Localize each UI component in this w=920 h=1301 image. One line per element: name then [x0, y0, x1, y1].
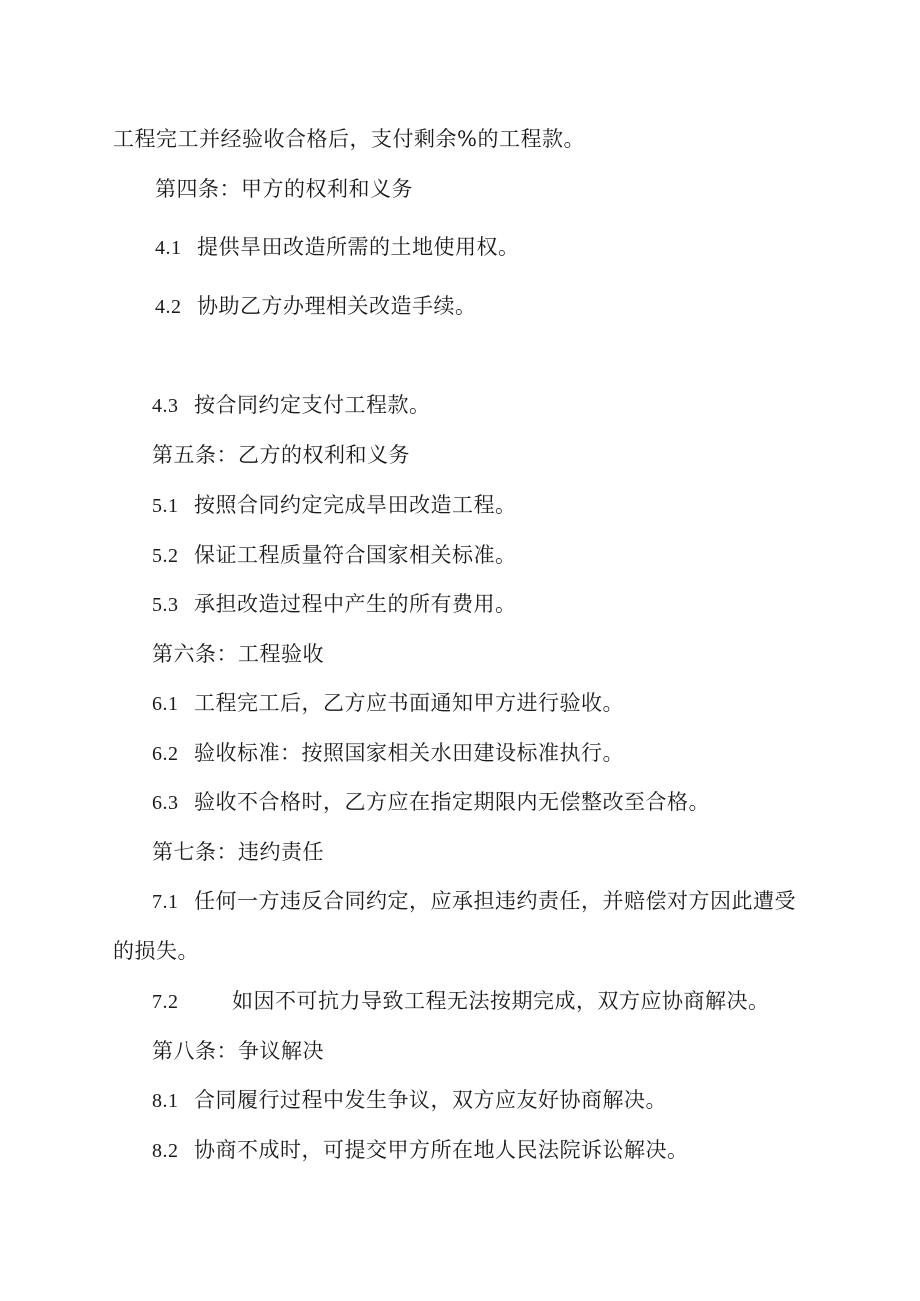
article-8-heading	[152, 1036, 324, 1066]
article-4-heading	[155, 174, 413, 204]
clause-text: 合同履行过程中发生争议，双方应友好协商解决。	[194, 1088, 667, 1112]
clause-6-1	[152, 688, 624, 719]
clause-7-2	[152, 986, 770, 1017]
clause-number: 6.3	[152, 792, 179, 814]
clause-number: 8.1	[152, 1090, 179, 1112]
clause-8-1	[152, 1085, 667, 1116]
heading-text: 第五条：乙方的权利和义务	[152, 443, 410, 467]
clause-number: 5.3	[152, 594, 179, 616]
clause-text: 验收标准：按照国家相关水田建设标准执行。	[194, 741, 624, 765]
paragraph-payment-remaining	[113, 124, 585, 154]
heading-text: 第七条：违约责任	[152, 840, 324, 864]
clause-number: 4.2	[155, 296, 182, 318]
article-6-heading	[152, 639, 324, 669]
clause-number: 4.3	[152, 395, 179, 417]
clause-number: 5.1	[152, 495, 179, 517]
clause-4-1	[155, 232, 520, 263]
clause-number: 7.1	[152, 891, 179, 913]
article-5-heading	[152, 440, 410, 470]
clause-text: 如因不可抗力导致工程无法按期完成，双方应协商解决。	[232, 989, 770, 1013]
clause-text: 提供旱田改造所需的土地使用权。	[197, 235, 520, 259]
clause-7-1-continuation	[113, 936, 199, 966]
clause-number: 6.1	[152, 693, 179, 715]
clause-5-2	[152, 540, 517, 571]
clause-5-3	[152, 589, 517, 620]
clause-6-2	[152, 738, 624, 769]
clause-text: 工程完工后，乙方应书面通知甲方进行验收。	[194, 691, 624, 715]
clause-4-2	[155, 291, 477, 322]
clause-6-3	[152, 787, 710, 818]
heading-text: 第八条：争议解决	[152, 1039, 324, 1063]
clause-8-2	[152, 1135, 689, 1166]
heading-text: 第六条：工程验收	[152, 642, 324, 666]
article-7-heading	[152, 837, 324, 867]
heading-text: 第四条：甲方的权利和义务	[155, 177, 413, 201]
clause-text: 按合同约定支付工程款。	[194, 393, 431, 417]
clause-text: 承担改造过程中产生的所有费用。	[194, 592, 517, 616]
clause-text: 协商不成时，可提交甲方所在地人民法院诉讼解决。	[194, 1138, 689, 1162]
clause-number: 6.2	[152, 743, 179, 765]
clause-5-1	[152, 490, 517, 521]
clause-4-3	[152, 390, 431, 421]
clause-number: 4.1	[155, 237, 182, 259]
clause-number: 8.2	[152, 1140, 179, 1162]
paragraph-text: 工程完工并经验收合格后，支付剩余%的工程款。	[113, 127, 585, 151]
clause-text: 任何一方违反合同约定，应承担违约责任，并赔偿对方因此遭受	[194, 889, 796, 913]
clause-text: 保证工程质量符合国家相关标准。	[194, 543, 517, 567]
clause-text: 协助乙方办理相关改造手续。	[197, 294, 477, 318]
clause-text: 的损失。	[113, 939, 199, 963]
clause-number: 7.2	[152, 991, 179, 1013]
clause-number: 5.2	[152, 545, 179, 567]
clause-text: 验收不合格时，乙方应在指定期限内无偿整改至合格。	[194, 790, 710, 814]
clause-text: 按照合同约定完成旱田改造工程。	[194, 493, 517, 517]
clause-7-1	[152, 886, 796, 917]
